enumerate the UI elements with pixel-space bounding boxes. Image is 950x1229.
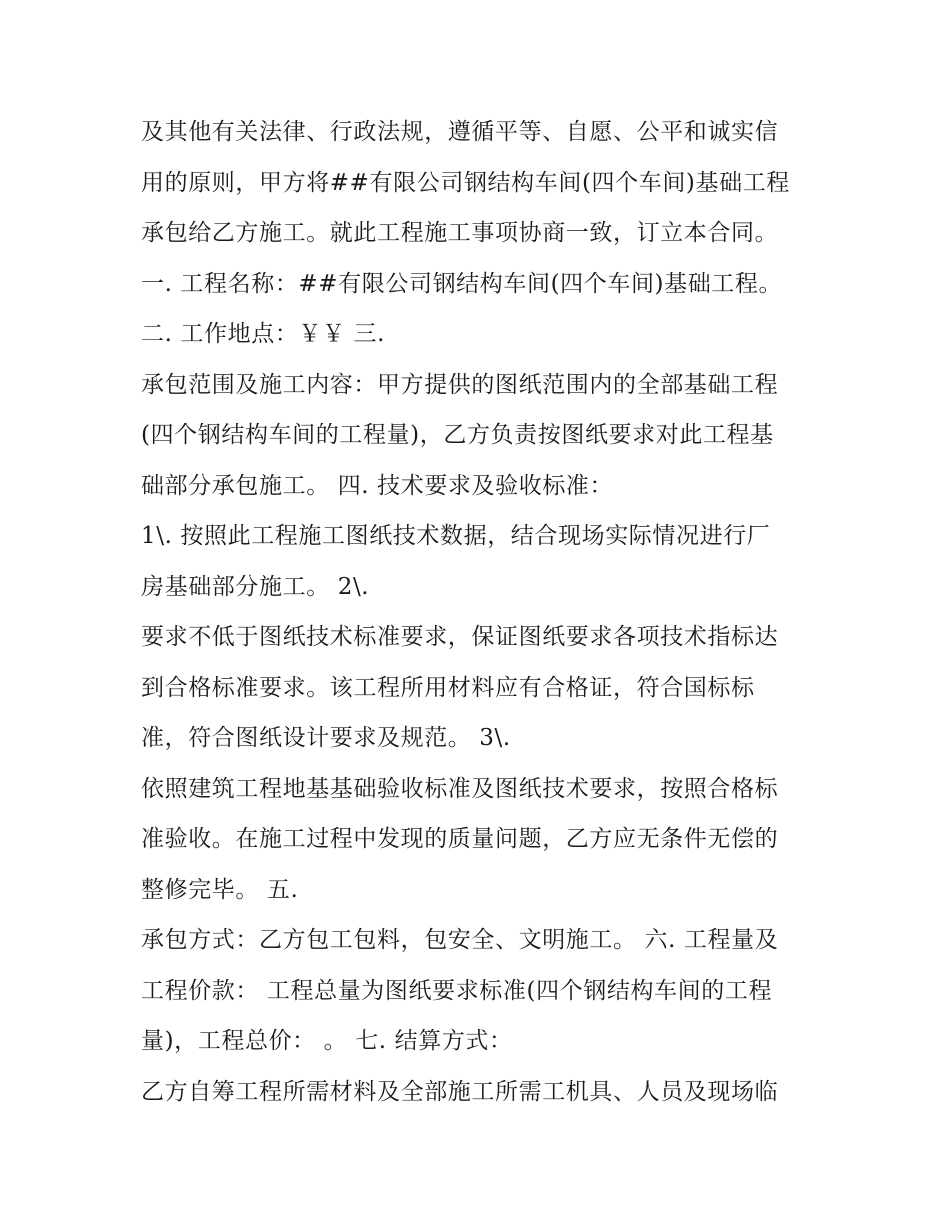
- text-line: 到合格标准要求。该工程所用材料应有合格证，符合国标标: [141, 674, 755, 701]
- text-line: 工程价款： 工程总量为图纸要求标准(四个钢结构车间的工程: [141, 977, 773, 1004]
- text-line: 一. 工程名称：##有限公司钢结构车间(四个车间)基础工程。: [141, 270, 783, 297]
- text-line: 及其他有关法律、行政法规，遵循平等、自愿、公平和诚实信: [141, 119, 779, 145]
- text-line: 量)，工程总价： 。 七. 结算方式：: [141, 1028, 513, 1054]
- text-line: 承包方式：乙方包工包料，包安全、文明施工。 六. 工程量及: [141, 927, 779, 953]
- contract-body-text: [141, 107, 821, 1117]
- text-line: 准，符合图纸设计要求及规范。 3\.: [141, 725, 511, 751]
- text-line: (四个钢结构车间的工程量)，乙方负责按图纸要求对此工程基: [141, 422, 774, 448]
- text-line: 承包范围及施工内容：甲方提供的图纸范围内的全部基础工程: [141, 371, 779, 398]
- text-line: 1\. 按照此工程施工图纸技术数据，结合现场实际情况进行厂: [141, 523, 771, 549]
- text-line: 用的原则，甲方将##有限公司钢结构车间(四个车间)基础工程: [141, 169, 790, 196]
- text-line: 承包给乙方施工。就此工程施工事项协商一致，订立本合同。: [141, 220, 779, 246]
- text-line: 要求不低于图纸技术标准要求，保证图纸要求各项技术指标达: [141, 624, 779, 650]
- text-line: 准验收。在施工过程中发现的质量问题，乙方应无条件无偿的: [141, 826, 779, 852]
- text-line: 依照建筑工程地基基础验收标准及图纸技术要求，按照合格标: [141, 775, 779, 802]
- text-line: 础部分承包施工。 四. 技术要求及验收标准：: [141, 472, 614, 499]
- text-line: 乙方自筹工程所需材料及全部施工所需工机具、人员及现场临: [141, 1078, 779, 1105]
- text-line: 二. 工作地点：￥￥ 三.: [141, 321, 386, 347]
- text-line: 房基础部分施工。 2\.: [141, 573, 370, 600]
- text-line: 整修完毕。 五.: [141, 876, 299, 903]
